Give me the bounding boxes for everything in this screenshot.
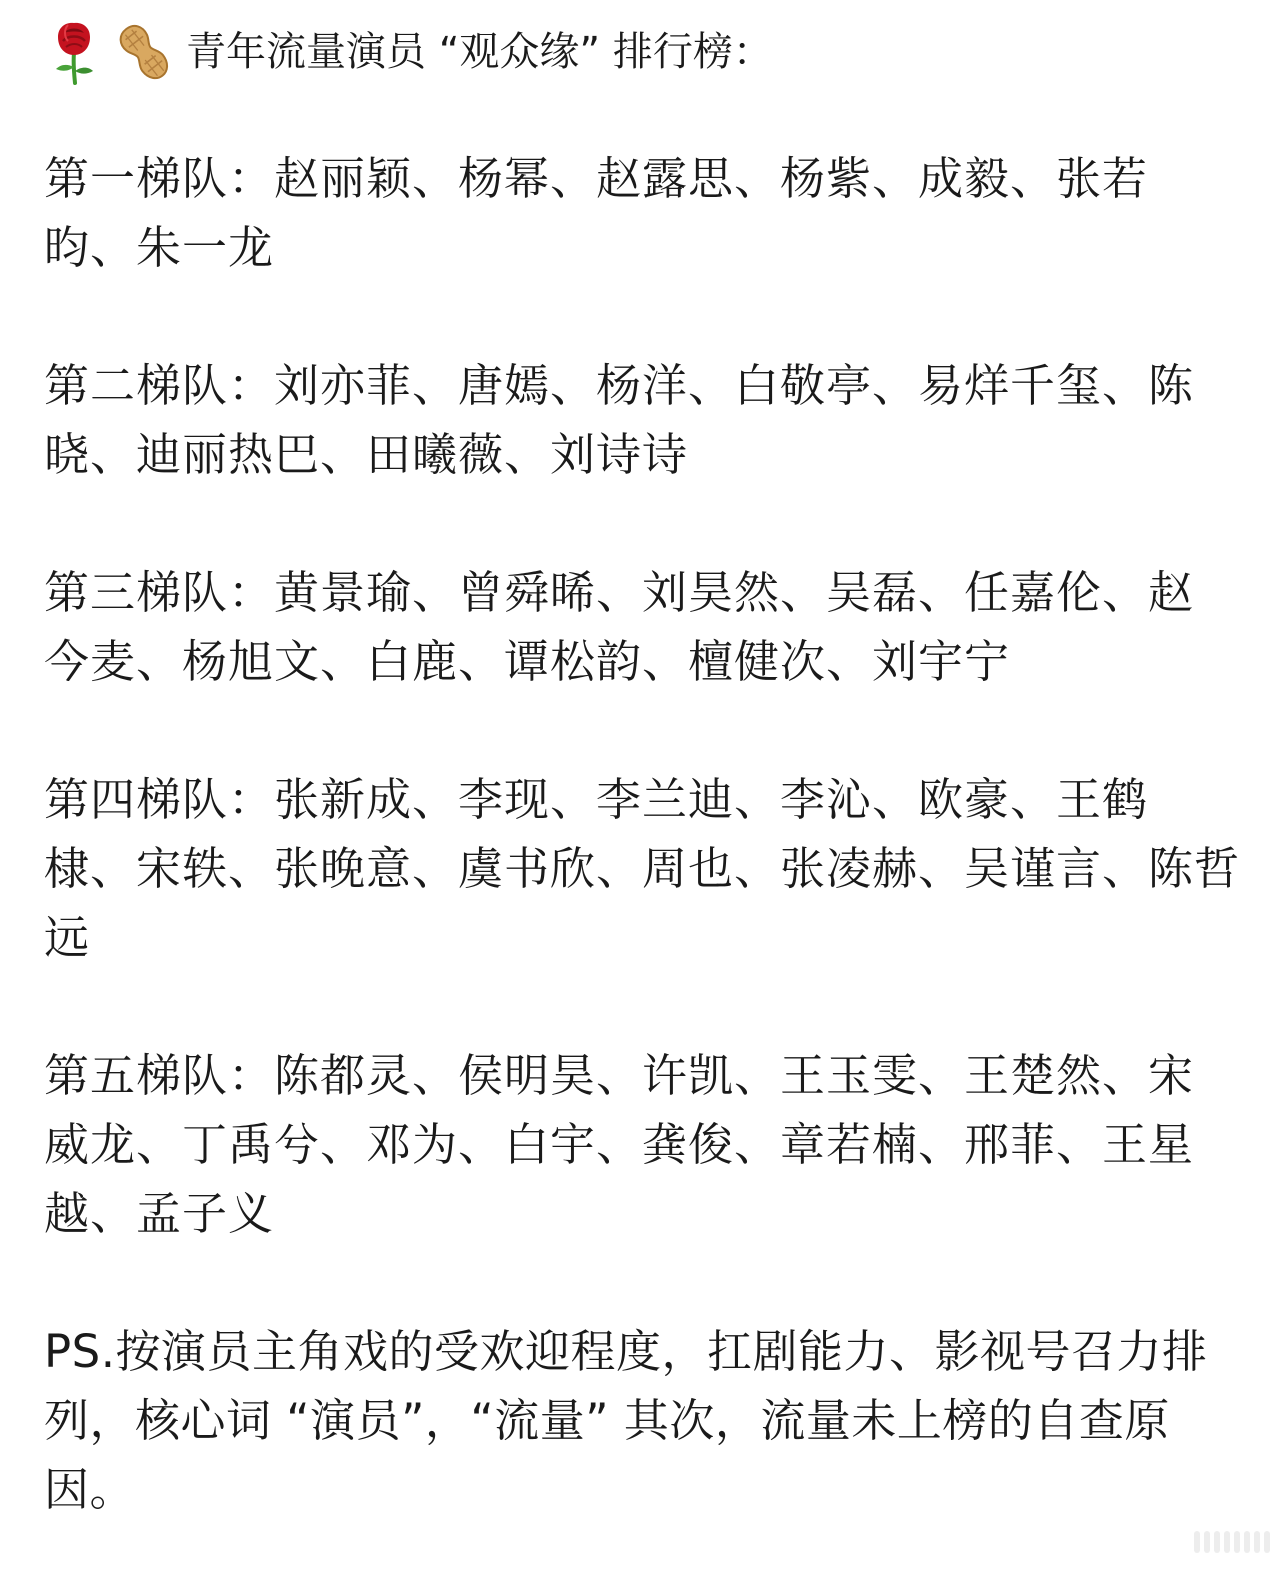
- tier-3-paragraph: [44, 558, 1240, 696]
- tier-4-label: 第四梯队：: [44, 773, 275, 826]
- watermark-bar: [1254, 1531, 1260, 1553]
- watermark-bar: [1214, 1531, 1220, 1553]
- watermark-bars: [1194, 1531, 1270, 1553]
- peanut-icon: [114, 19, 174, 85]
- tier-4-names: 张新成、李现、李兰迪、李沁、欧豪、王鹤棣、宋轶、张晚意、虞书欣、周也、张凌赫、吴谨言、陈哲远: [44, 773, 1241, 964]
- watermark-bar: [1244, 1531, 1250, 1553]
- tier-5-paragraph: [44, 1041, 1240, 1248]
- watermark-bar: [1204, 1531, 1210, 1553]
- tier-2-paragraph: [44, 351, 1240, 489]
- post-title-line: [44, 16, 1240, 88]
- tier-5-label: 第五梯队：: [44, 1049, 275, 1102]
- ps-note: PS.按演员主角戏的受欢迎程度，扛剧能力、影视号召力排列，核心词 “演员”，“流量” 其次，流量未上榜的自查原因。: [44, 1325, 1208, 1516]
- tier-2-label: 第二梯队：: [44, 359, 275, 412]
- rose-icon: [44, 19, 104, 85]
- tier-5-names: 陈都灵、侯明昊、许凯、王玉雯、王楚然、宋威龙、丁禹兮、邓为、白宇、龚俊、章若楠、邢菲、王星越、孟子义: [44, 1049, 1195, 1240]
- tier-1-paragraph: [44, 144, 1240, 282]
- watermark-bar: [1234, 1531, 1240, 1553]
- tier-4-paragraph: [44, 765, 1240, 972]
- post-content: [44, 16, 1240, 1524]
- tier-1-names: 赵丽颖、杨幂、赵露思、杨紫、成毅、张若昀、朱一龙: [44, 152, 1149, 274]
- tier-1-label: 第一梯队：: [44, 152, 275, 205]
- watermark-bar: [1194, 1531, 1200, 1553]
- tier-3-label: 第三梯队：: [44, 566, 275, 619]
- post-title: 青年流量演员 “观众缘” 排行榜：: [186, 29, 773, 75]
- watermark-bar: [1224, 1531, 1230, 1553]
- tier-2-names: 刘亦菲、唐嫣、杨洋、白敬亭、易烊千玺、陈晓、迪丽热巴、田曦薇、刘诗诗: [44, 359, 1195, 481]
- watermark-bar: [1264, 1531, 1270, 1553]
- tier-3-names: 黄景瑜、曾舜晞、刘昊然、吴磊、任嘉伦、赵今麦、杨旭文、白鹿、谭松韵、檀健次、刘宇宁: [44, 566, 1195, 688]
